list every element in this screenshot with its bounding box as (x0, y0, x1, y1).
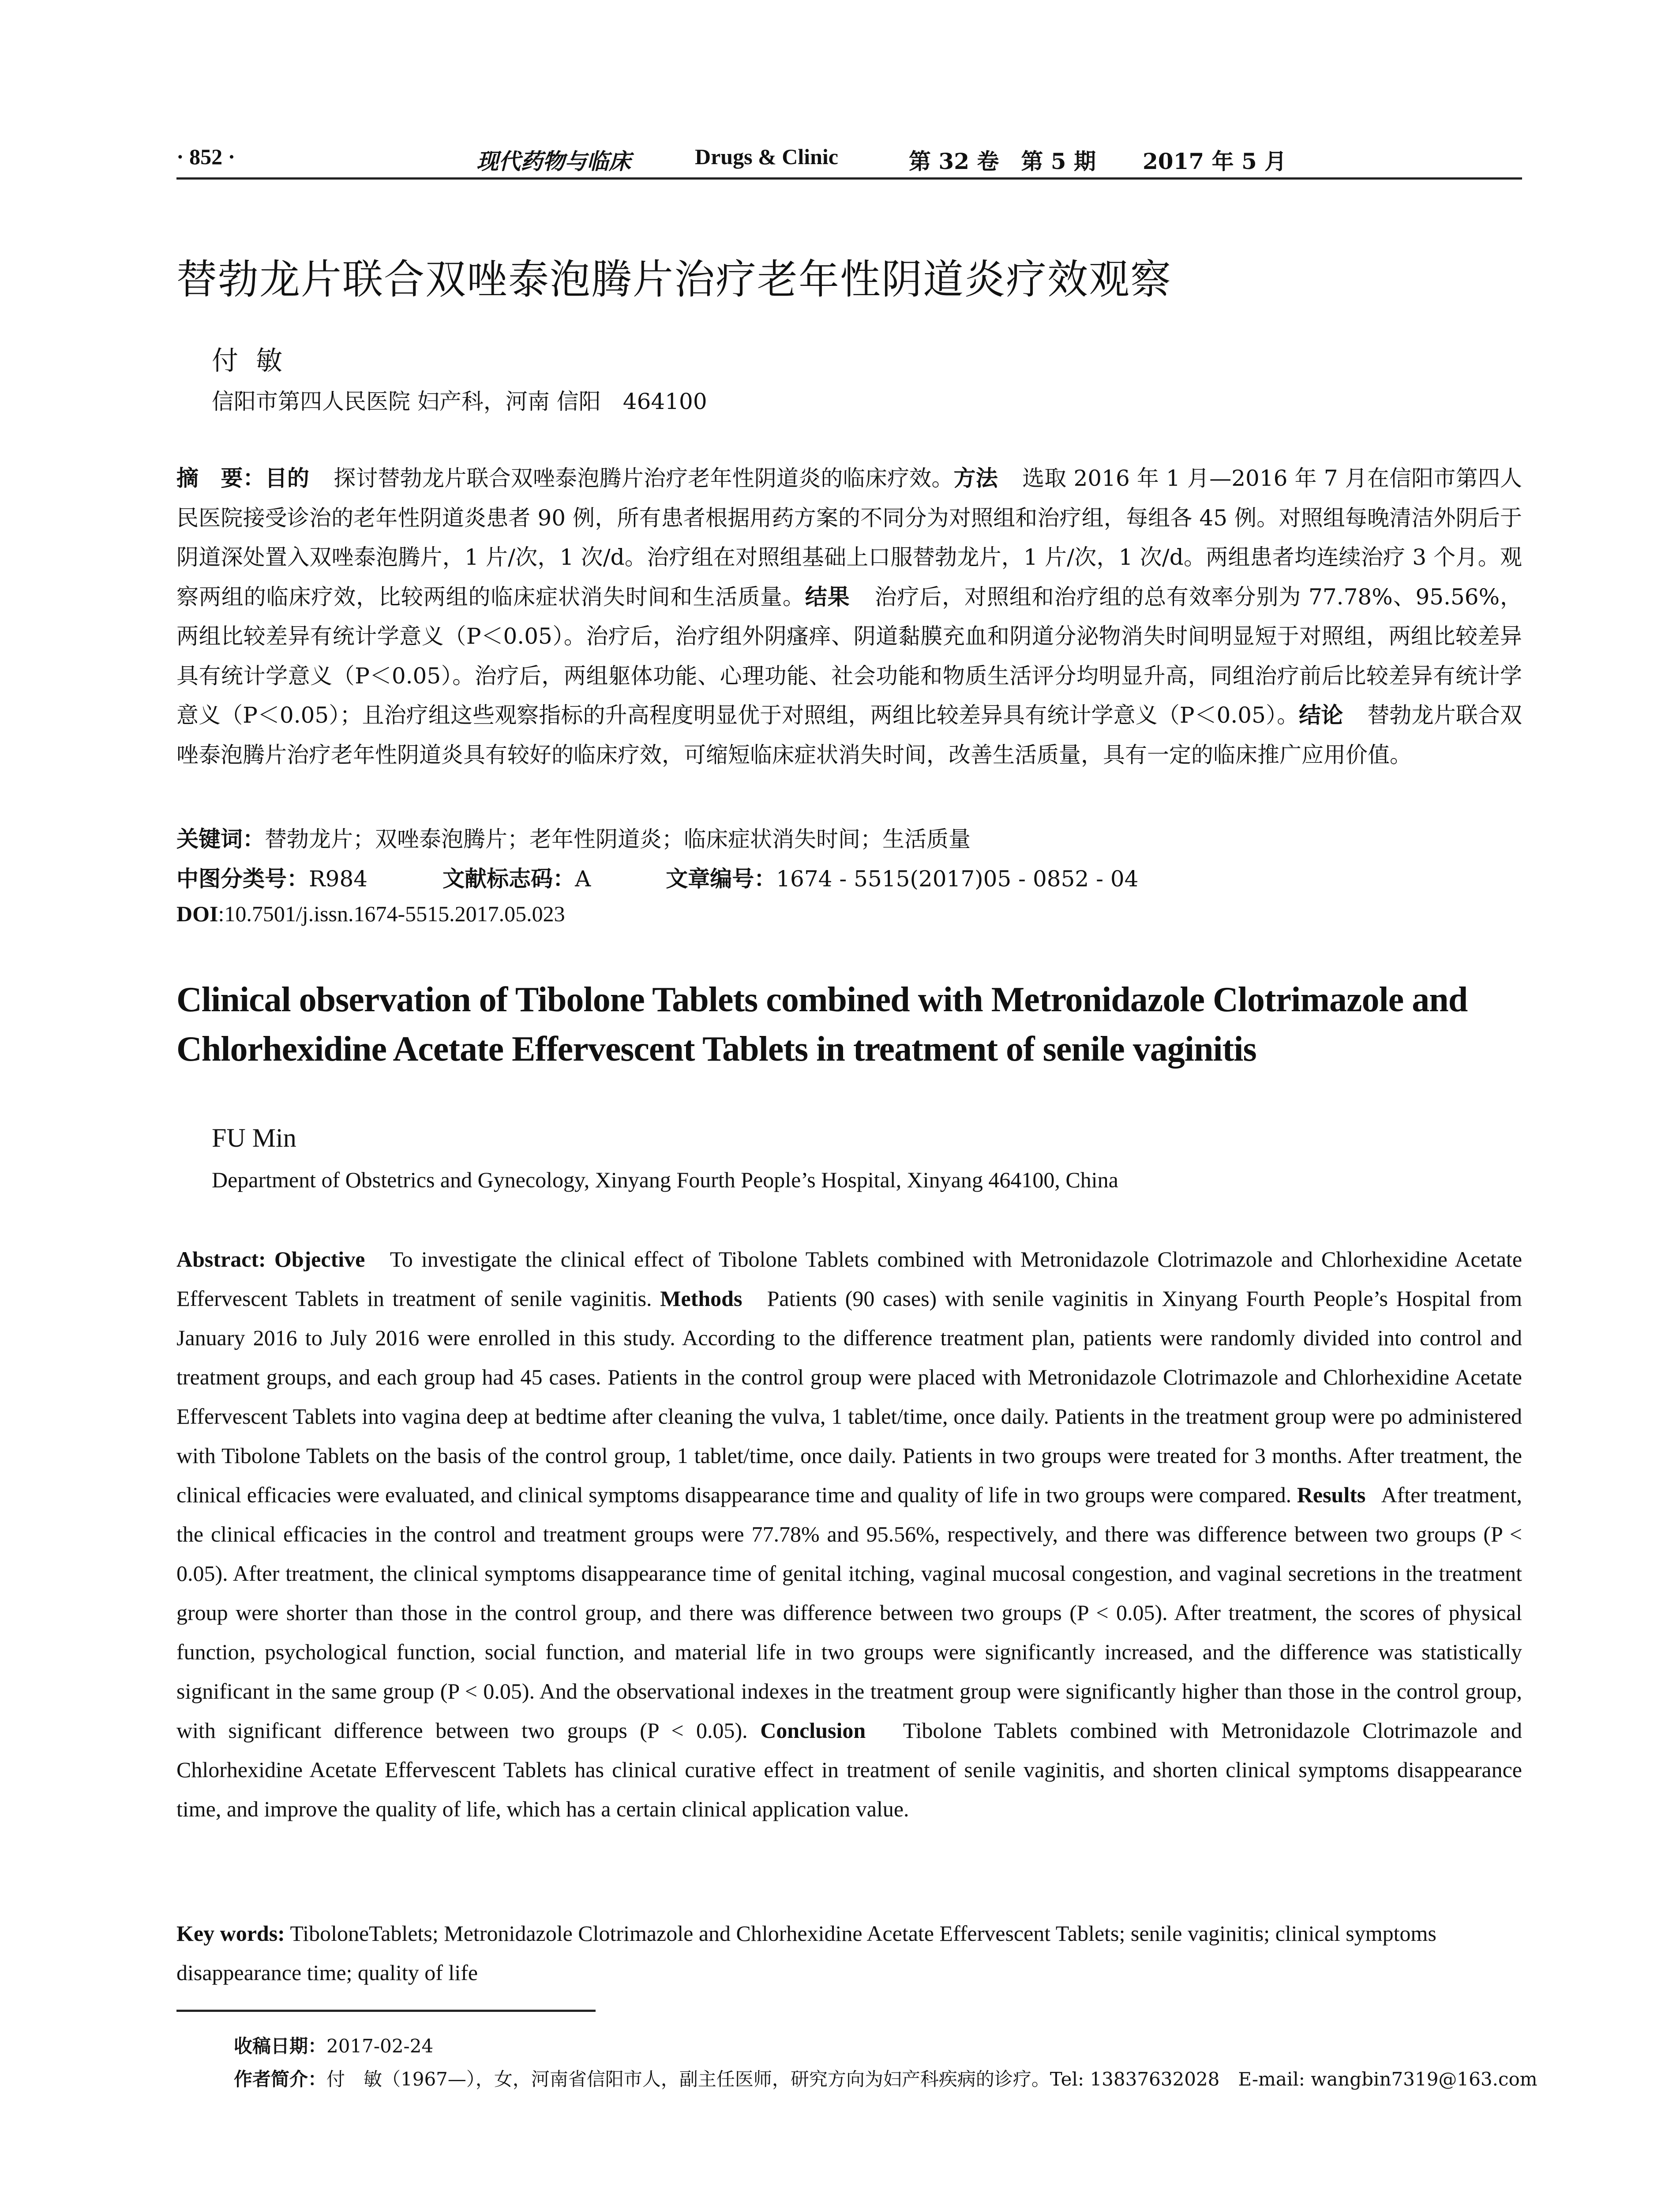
objective-en: To investigate the clinical effect of Tibolone Tablets combined with Metronidazole Clotrimazole and Chlorhexidine Acetate Effervescent Tablets in treatment of senile vaginitis. (176, 1247, 1522, 1311)
title-en: Clinical observation of Tibolone Tablets combined with Metronidazole Clotrimazole and Chlorhexidine Acetate Effervescent Tablets in treatment of senile vaginitis (176, 980, 1468, 1069)
doc-code-value: A (575, 866, 591, 892)
title-cn: 替勃龙片联合双唑泰泡腾片治疗老年性阴道炎疗效观察 (176, 256, 1172, 303)
received-label: 收稿日期： (234, 2035, 327, 2057)
doi-line (176, 901, 565, 927)
abstract-cn (176, 459, 1522, 775)
affiliation-en: Department of Obstetrics and Gynecology, Xinyang Fourth People’s Hospital, Xinyang 464100, China (212, 1167, 1118, 1192)
conclusion-cn-label: 结论 (1299, 702, 1343, 728)
objective-en-label: Objective (274, 1247, 365, 1272)
volume-issue: 第 32 卷 第 5 期 (909, 148, 1096, 174)
results-en-label: Results (1297, 1482, 1366, 1507)
footnote-rule (176, 2010, 596, 2012)
methods-cn-label: 方法 (953, 465, 998, 491)
footnote-received (234, 2032, 433, 2058)
journal-name-cn: 现代药物与临床 (476, 149, 631, 174)
conclusion-cn: 替勃龙片联合双唑泰泡腾片治疗老年性阴道炎具有较好的临床疗效，可缩短临床症状消失时间，改善生活质量，具有一定的临床推广应用价值。 (176, 702, 1522, 768)
keywords-en-text: TiboloneTablets; Metronidazole Clotrimazole and Chlorhexidine Acetate Effervescent Tablets; senile vaginitis; clinical symptoms disappearance time; quality of life (176, 1921, 1436, 1985)
page-number: · 852 · (176, 144, 236, 169)
doi-value: :10.7501/j.issn.1674-5515.2017.05.023 (218, 901, 565, 926)
author-info: 付 敏（1967—），女，河南省信阳市人，副主任医师，研究方向为妇产科疾病的诊疗。Tel: 13837632028 E-mail: wangbin7319@163.com (326, 2068, 1538, 2090)
results-cn-label: 结果 (805, 584, 850, 610)
abstract-en-label: Abstract: (176, 1247, 266, 1272)
methods-en-label: Methods (660, 1286, 742, 1311)
journal-name-en: Drugs & Clinic (695, 144, 838, 169)
article-no-value: 1674 - 5515(2017)05 - 0852 - 04 (776, 866, 1139, 892)
methods-cn: 选取 2016 年 1 月—2016 年 7 月在信阳市第四人民医院接受诊治的老年性阴道炎患者 90 例，所有患者根据用药方案的不同分为对照组和治疗组，每组各 45 例。对照组每晚清洁外阴后于阴道深处置入双唑泰泡腾片，1 片/次，1 次/d。治疗组在对照组基础上口服替勃龙片，1 片/次，1 次/d。两组患者均连续治疗 3 个月。观察两组的临床疗效，比较两组的临床症状消失时间和生活质量。 (176, 465, 1522, 610)
author-en: FU Min (212, 1123, 296, 1152)
keywords-cn-text: 替勃龙片；双唑泰泡腾片；老年性阴道炎；临床症状消失时间；生活质量 (265, 826, 971, 852)
keywords-cn (176, 822, 971, 853)
doi-label: DOI (176, 901, 218, 926)
affiliation-cn: 信阳市第四人民医院 妇产科，河南 信阳 464100 (212, 389, 707, 414)
article-no-label: 文章编号： (666, 866, 776, 892)
issue-date: 2017 年 5 月 (1143, 148, 1287, 174)
clc-value: R984 (309, 866, 368, 892)
received-date: 2017-02-24 (326, 2035, 434, 2057)
objective-cn: 探讨替勃龙片联合双唑泰泡腾片治疗老年性阴道炎的临床疗效。 (334, 465, 954, 491)
abstract-cn-label: 摘 要： (176, 465, 265, 491)
author-info-label: 作者简介： (234, 2068, 327, 2090)
objective-cn-label: 目的 (265, 465, 310, 491)
keywords-cn-label: 关键词： (176, 826, 265, 852)
author-cn: 付敏 (212, 345, 300, 376)
conclusion-en: Tibolone Tablets combined with Metronidazole Clotrimazole and Chlorhexidine Acetate Effervescent Tablets has clinical curative effect in treatment of senile vaginitis, and shorten clinical symptoms disappearance time, and improve the quality of life, which has a certain clinical application value. (176, 1718, 1522, 1821)
running-header (176, 138, 1522, 177)
abstract-en (176, 1240, 1522, 1829)
conclusion-en-label: Conclusion (760, 1718, 866, 1743)
header-rule (176, 177, 1522, 180)
footnote-author (234, 2065, 1538, 2091)
keywords-en-label: Key words: (176, 1921, 285, 1946)
keywords-en (176, 1914, 1522, 1992)
classification-line (176, 861, 1139, 893)
methods-en: Patients (90 cases) with senile vaginitis in Xinyang Fourth People’s Hospital from January 2016 to July 2016 were enrolled in this study. According to the difference treatment plan, patients were randomly divided into control and treatment groups, and each group had 45 cases. Patients in the control group were placed with Metronidazole Clotrimazole and Chlorhexidine Acetate Effervescent Tablets into vagina deep at bedtime after cleaning the vulva, 1 tablet/time, once daily. Patients in the treatment group were po administered with Tibolone Tablets on the basis of the control group, 1 tablet/time, once daily. Patients in two groups were treated for 3 months. After treatment, the clinical efficacies were evaluated, and clinical symptoms disappearance time and quality of life in two groups were compared. (176, 1286, 1522, 1507)
results-cn: 治疗后，对照组和治疗组的总有效率分别为 77.78%、95.56%，两组比较差异有统计学意义（P＜0.05）。治疗后，治疗组外阴瘙痒、阴道黏膜充血和阴道分泌物消失时间明显短于对照组，两组比较差异具有统计学意义（P＜0.05）。治疗后，两组躯体功能、心理功能、社会功能和物质生活评分均明显升高，同组治疗前后比较差异有统计学意义（P＜0.05）；且治疗组这些观察指标的升高程度明显优于对照组，两组比较差异具有统计学意义（P＜0.05）。 (176, 584, 1522, 728)
results-en: After treatment, the clinical efficacies in the control and treatment groups were 77.78% and 95.56%, respectively, and there was difference between two groups (P < 0.05). After treatment, the clinical symptoms disappearance time of genital itching, vaginal mucosal congestion, and vaginal secretions in the treatment group were shorter than those in the control group, and there was difference between two groups (P < 0.05). After treatment, the scores of physical function, psychological function, social function, and material life in two groups were significantly increased, and the difference was statistically significant in the same group (P < 0.05). And the observational indexes in the treatment group were significantly higher than those in the control group, with significant difference between two groups (P < 0.05). (176, 1482, 1522, 1743)
clc-label: 中图分类号： (176, 866, 309, 892)
doc-code-label: 文献标志码： (442, 866, 575, 892)
